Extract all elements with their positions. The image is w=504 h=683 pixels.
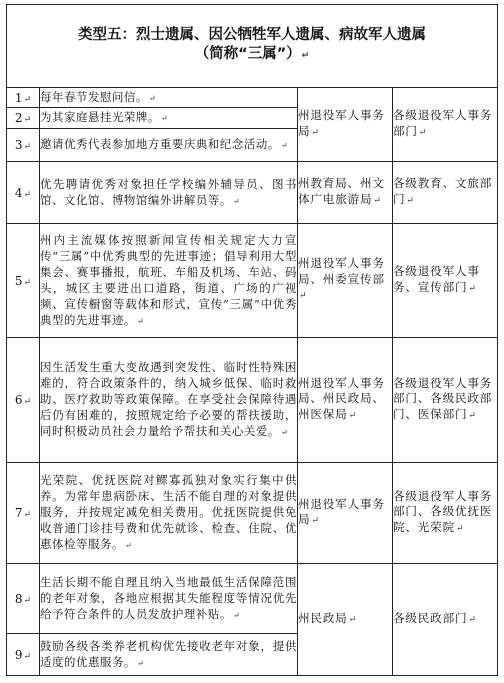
table-row <box>7 224 498 338</box>
title-row <box>7 5 498 88</box>
row-content: 优先聘请优秀对象担任学校编外辅导员、图书馆、文化馆、博物馆编外讲解员等。↵ <box>40 162 298 224</box>
lead-department: 州退役军人事务局↵ <box>298 88 393 162</box>
table-row <box>7 338 498 463</box>
table-row <box>7 162 498 224</box>
lead-department: 州退役军人事务局、州民政局、州医保局↵ <box>298 338 393 463</box>
table-row <box>7 463 498 564</box>
row-number: 8↵ <box>7 564 40 634</box>
lead-department: 州民政局↵ <box>298 564 393 676</box>
row-content: 生活长期不能自理且纳入当地最低生活保障范围的老年对象，各地应根据其失能程度等情况优先给予符合条件的人员发放护理补贴。↵ <box>40 564 298 634</box>
responsible-department: 各级退役军人事务部门、各级民政部门、医保部门↵ <box>393 338 498 463</box>
row-content: 州内主流媒体按照新闻宣传相关规定大力宣传“三属”中优秀典型的先进事迹；倡导利用大型集会、赛事播报，航班、车船及机场、车站、码头，城区主要进出口道路，街道、广场的广视频、宣传橱窗等载体和形式，宣传“三属”中优秀典型的先进事迹。↵ <box>40 224 298 338</box>
responsible-department: 各级退役军人事务部门↵ <box>393 88 498 162</box>
title-line-2: （简称“三属”）↵ <box>194 46 310 62</box>
table-row <box>7 88 498 108</box>
responsible-department: 各级教育、文旅部门↵ <box>393 162 498 224</box>
row-number: 5↵ <box>7 224 40 338</box>
policy-table <box>6 4 498 676</box>
responsible-department: 各级退役军人事务、宣传部门↵ <box>393 224 498 338</box>
row-content: 邀请优秀代表参加地方重要庆典和纪念活动。↵ <box>40 129 298 162</box>
row-content: 鼓励各级各类养老机构优先接收老年对象，提供适度的优惠服务。↵ <box>40 634 298 676</box>
row-content: 每年春节发慰问信。↵ <box>40 88 298 108</box>
responsible-department: 各级退役军人事务部门、各级优抚医院、光荣院↵ <box>393 463 498 564</box>
title-line-1: 类型五：烈士遗属、因公牺牲军人遗属、病故军人遗属 <box>78 27 426 43</box>
row-number: 4↵ <box>7 162 40 224</box>
lead-department: 州退役军人事务局↵ <box>298 463 393 564</box>
row-number: 2↵ <box>7 108 40 129</box>
row-number: 9↵ <box>7 634 40 676</box>
row-content: 因生活发生重大变故遇到突发性、临时性特殊困难的，符合政策条件的，纳入城乡低保、临时救助、医疗救助等政策保障。在享受社会保障待遇后仍有困难的，按照规定给予必要的帮扶援助，同时积极动员社会力量给予帮扶和关心关爱。↵ <box>40 338 298 463</box>
row-number: 1↵ <box>7 88 40 108</box>
row-content: 光荣院、优抚医院对鳏寡孤独对象实行集中供养。为常年患病卧床、生活不能自理的对象提供服务，并按规定减免相关费用。优抚医院提供免收普通门诊挂号费和优先就诊、检查、住院、优惠体检等服务。↵ <box>40 463 298 564</box>
row-number: 3↵ <box>7 129 40 162</box>
lead-department: 州退役军人事务局、州委宣传部↵ <box>298 224 393 338</box>
row-number: 7↵ <box>7 463 40 564</box>
responsible-department: 各级民政部门↵ <box>393 564 498 676</box>
row-number: 6↵ <box>7 338 40 463</box>
lead-department: 州教育局、州文体广电旅游局↵ <box>298 162 393 224</box>
table-row <box>7 564 498 634</box>
row-content: 为其家庭悬挂光荣牌。↵ <box>40 108 298 129</box>
table-title <box>7 5 498 88</box>
